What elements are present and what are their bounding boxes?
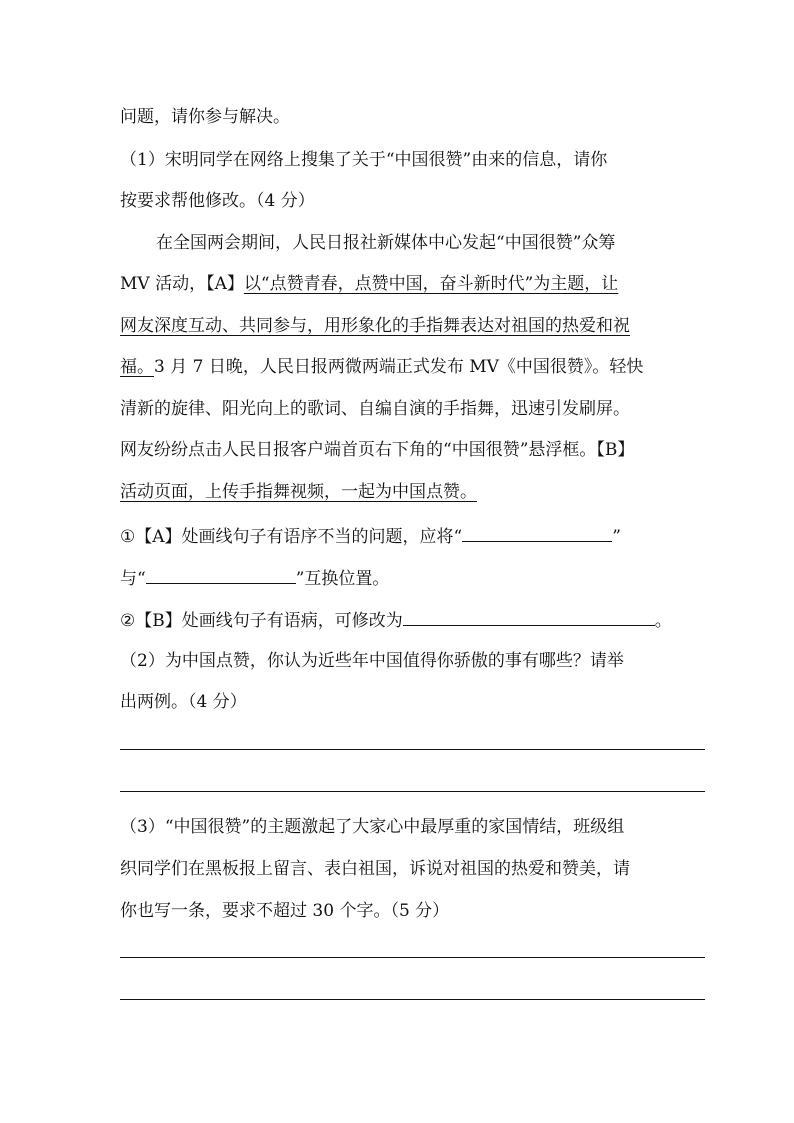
passage-text: MV 活动，	[120, 274, 207, 294]
sub-question-1-line1	[120, 523, 621, 549]
underlined-sentence-a-end: 福。	[120, 357, 154, 377]
passage-text: 3 月 7 日晚，人民日报两微两端正式发布 MV《中国很赞》。轻快	[154, 357, 644, 377]
tag-a: 【A】	[206, 274, 244, 294]
passage-line5: 清新的旋律、阳光向上的歌词、自编自演的手指舞，迅速引发刷屏。	[120, 399, 630, 419]
q3-prompt-line2: 织同学们在黑板报上留言、表白祖国，诉说对祖国的热爱和赞美，请	[120, 859, 630, 879]
quote-close: ”	[612, 527, 621, 547]
q1-prompt-line2: 按要求帮他修改。（4 分）	[120, 191, 315, 211]
underlined-sentence-a: 以“点赞青春，点赞中国，奋斗新时代”为主题，让	[243, 274, 619, 294]
answer-line-q2-2[interactable]	[120, 791, 705, 792]
quote-open: 与“	[120, 569, 146, 589]
q1-prompt-line1: （1）宋明同学在网络上搜集了关于“中国很赞”由来的信息，请你	[120, 150, 608, 170]
q2-prompt-line1: （2）为中国点赞，你认为近些年中国值得你骄傲的事有哪些？请举	[120, 651, 624, 671]
answer-blank-3[interactable]	[403, 607, 655, 626]
sub-question-1-line2	[120, 565, 389, 591]
sub-question-1-text: ①【A】处画线句子有语序不当的问题，应将“	[120, 527, 463, 547]
sub-question-2-text: ②【B】处画线句子有语病，可修改为	[120, 611, 403, 631]
answer-line-q3-1[interactable]	[120, 957, 705, 958]
q2-prompt-line2: 出两例。（4 分）	[120, 692, 247, 712]
period: 。	[654, 611, 672, 631]
sub-question-1-tail: ”互换位置。	[295, 569, 390, 589]
passage-line1: 在全国两会期间，人民日报社新媒体中心发起“中国很赞”众筹	[156, 233, 616, 253]
q3-prompt-line1: （3）“中国很赞”的主题激起了大家心中最厚重的家国情结，班级组	[120, 817, 625, 837]
answer-line-q2-1[interactable]	[120, 749, 705, 750]
tag-b: 【B】	[596, 440, 635, 460]
answer-line-q3-2[interactable]	[120, 999, 705, 1000]
answer-blank-1[interactable]	[462, 523, 612, 542]
passage-line4	[120, 355, 643, 379]
passage-line6	[120, 438, 634, 462]
passage-text: 网友纷纷点击人民日报客户端首页右下角的“中国很赞”悬浮框。	[120, 440, 597, 460]
answer-blank-2[interactable]	[146, 565, 296, 584]
underlined-sentence-b: 活动页面，上传手指舞视频，一起为中国点赞。	[120, 482, 477, 502]
intro-text: 问题，请你参与解决。	[120, 107, 290, 127]
passage-line2	[120, 272, 618, 296]
sub-question-2-line	[120, 607, 672, 633]
q3-prompt-line3: 你也写一条，要求不超过 30 个字。（5 分）	[120, 901, 450, 921]
passage-line3: 网友深度互动、共同参与，用形象化的手指舞表达对祖国的热爱和祝	[120, 316, 630, 336]
